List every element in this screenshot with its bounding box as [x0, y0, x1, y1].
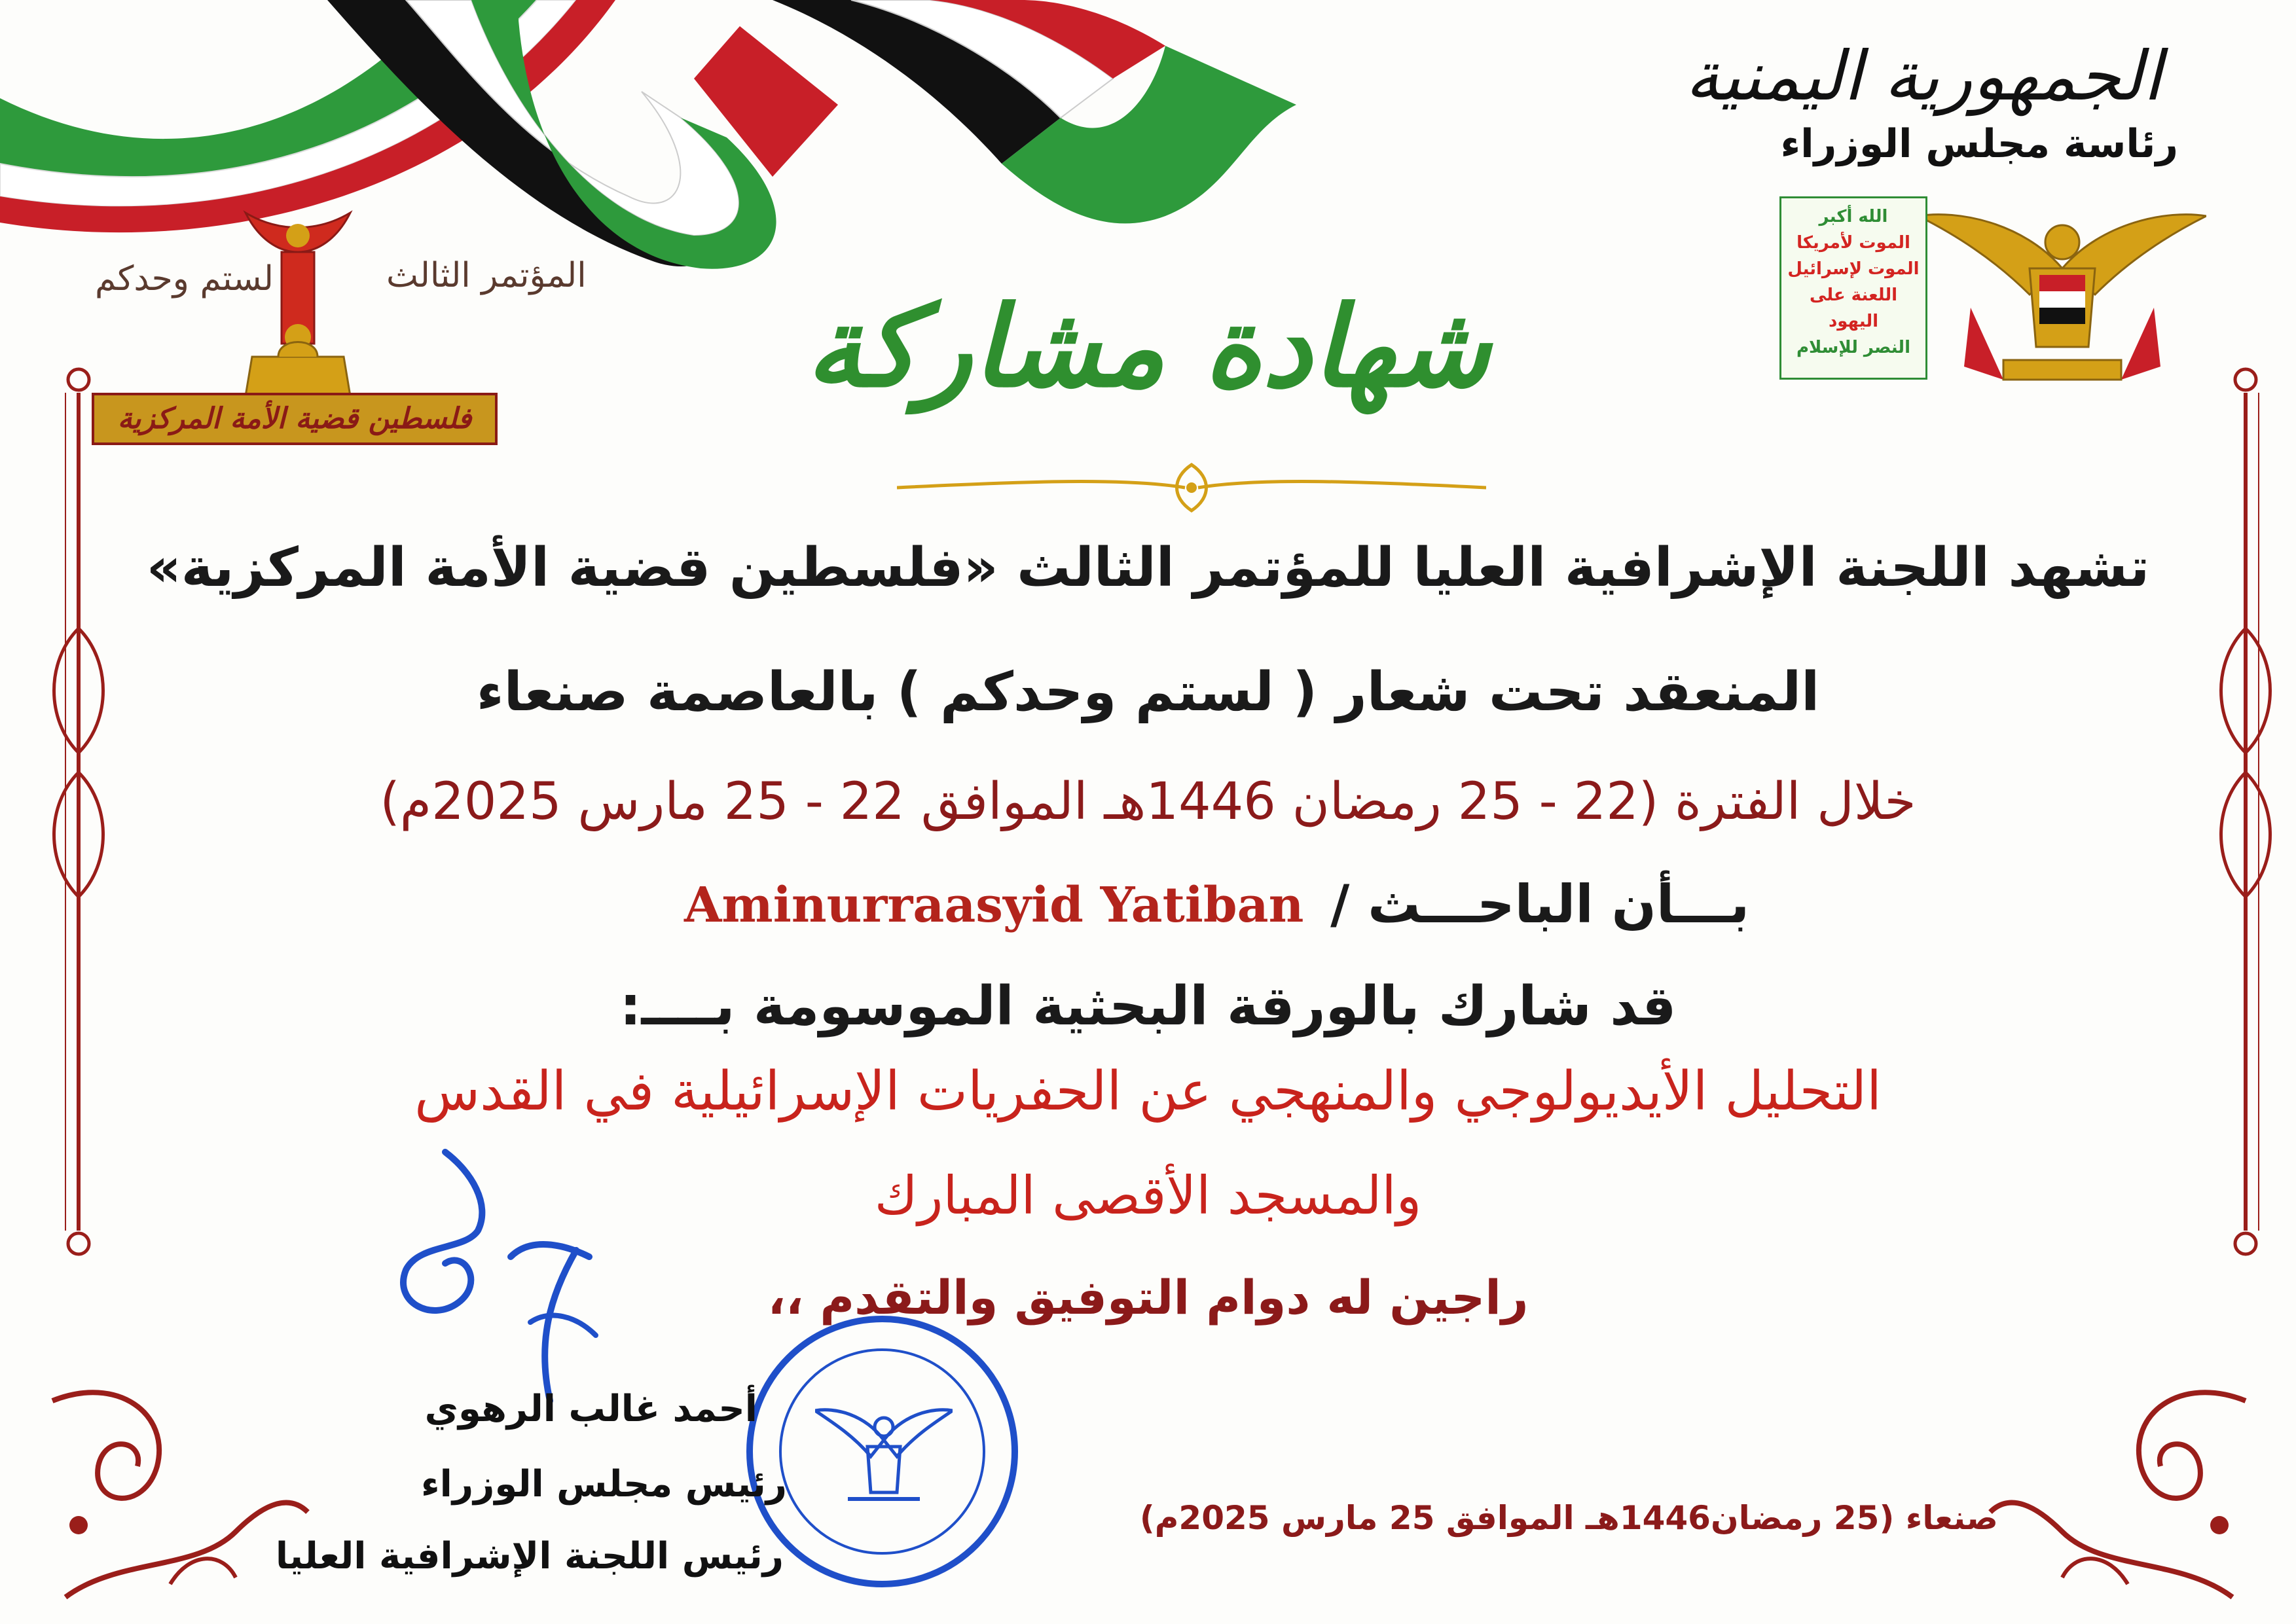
certificate-statement: تشهد اللجنة الإشرافية العليا للمؤتمر الثالث «فلسطين قضية الأمة المركزية»: [146, 537, 2150, 599]
slogan-line-2: الموت لأمريكا: [1796, 233, 1910, 253]
conference-slogan: لستم وحدكم: [95, 259, 274, 298]
slogan-line-4: اللعنة على اليهود: [1809, 285, 1898, 331]
conference-venue-line: المنعقد تحت شعار ( لستم وحدكم ) بالعاصمة صنعاء: [476, 661, 1820, 723]
official-seal: [746, 1316, 1018, 1587]
conference-number: المؤتمر الثالث: [386, 256, 587, 295]
bottom-left-corner-ornament: [39, 1362, 314, 1610]
conference-period-line: خلال الفترة (22 - 25 رمضان 1446هـ الموافق 22 - 25 مارس 2025م): [380, 772, 1916, 831]
republic-name: الجمهورية اليمنية: [1685, 36, 2162, 116]
paper-title-line-2: والمسجد الأقصى المبارك: [874, 1165, 1422, 1226]
researcher-label: بـــأن الباحـــث /: [1330, 874, 1749, 935]
signatory-title-primary: رئيس مجلس الوزراء: [421, 1463, 787, 1506]
slogan-line-3: الموت لإسرائيل: [1787, 259, 1920, 279]
conference-banner-text: فلسطين قضية الأمة المركزية: [117, 402, 472, 435]
slogan-line-1: الله أكبر: [1819, 207, 1888, 226]
participation-line: قد شارك بالورقة البحثية الموسومة بــــ:: [619, 975, 1677, 1038]
presidency-name: رئاسة مجلس الوزراء: [1780, 121, 2178, 167]
signatory-name: أحمد غالب الرهوي: [424, 1388, 757, 1430]
bottom-right-corner-ornament: [1984, 1362, 2259, 1610]
issue-date: صنعاء (25 رمضان1446هـ الموافق 25 مارس 2025م): [1139, 1499, 1998, 1537]
paper-title-line-1: التحليل الأيديولوجي والمنهجي عن الحفريات الإسرائيلية في القدس: [414, 1060, 1882, 1123]
signatory-title-secondary: رئيس اللجنة الإشرافية العليا: [275, 1535, 784, 1578]
title-flourish-divider: [897, 458, 1486, 517]
slogan-line-5: النصر للإسلام: [1796, 338, 1910, 357]
certificate-title: شهادة مشاركة: [805, 281, 1491, 412]
seal-eagle-icon: [815, 1401, 953, 1512]
closing-wish: راجين له دوام التوفيق والتقدم ،،: [767, 1270, 1529, 1325]
handwritten-signature: [380, 1126, 655, 1407]
researcher-name: Aminurraasyid Yatiban: [684, 877, 1304, 933]
